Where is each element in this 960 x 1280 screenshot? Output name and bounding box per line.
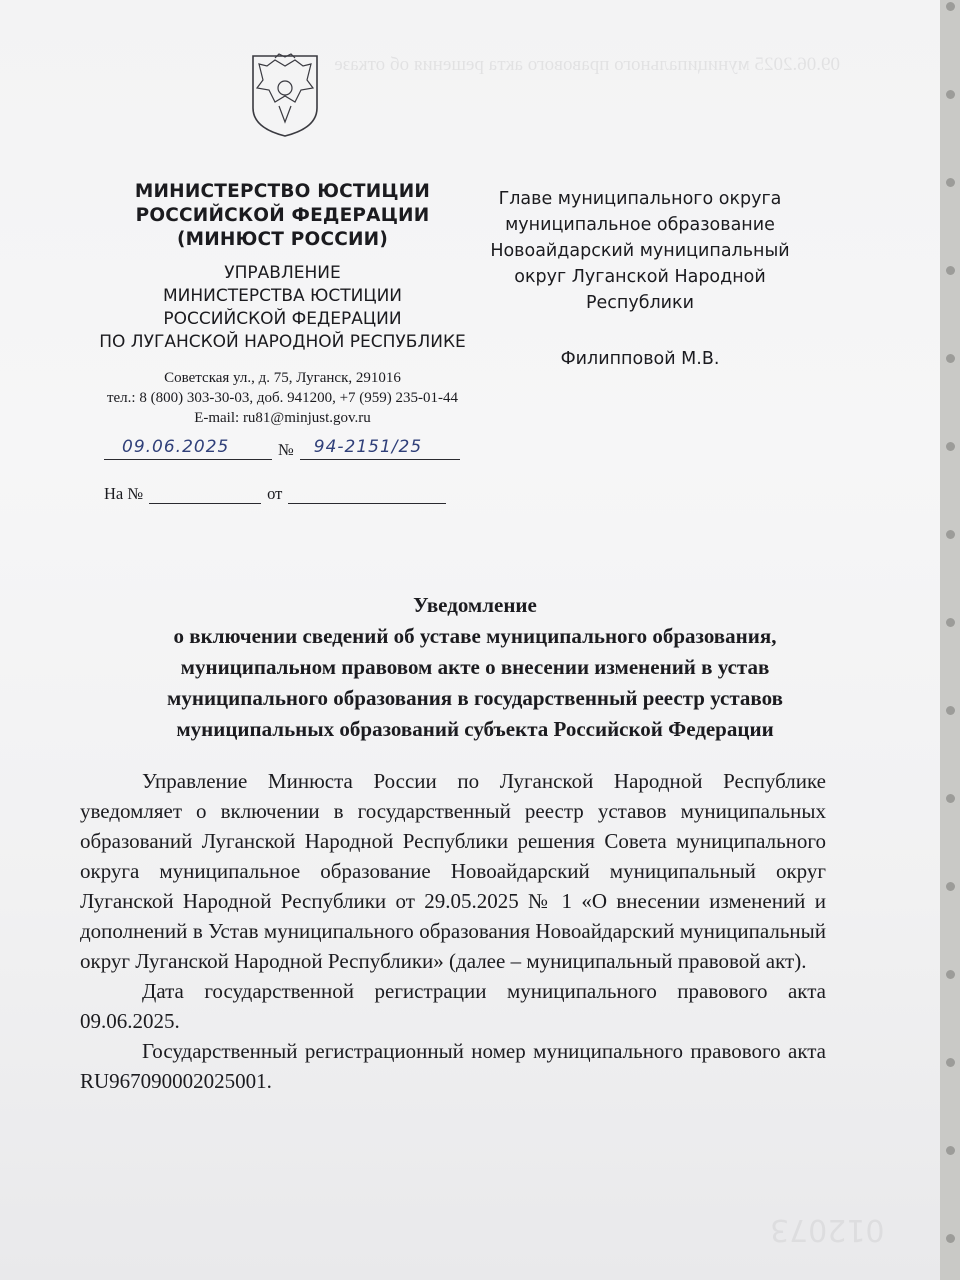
outgoing-date-number-row: 09.06.2025 № 94-2151/25 xyxy=(104,430,464,460)
contact-info xyxy=(80,368,485,428)
coat-of-arms-emblem xyxy=(245,50,325,140)
reference-row: На № от xyxy=(104,474,464,504)
document-title: Уведомление о включении сведений об уставе муниципального образования, муниципальном правовом акте о внесении изменений в устав муниципального образования в государственный реестр уставов муниципальных образований субъекта Российской Федерации xyxy=(80,590,870,745)
email: E-mail: ru81@minjust.gov.ru xyxy=(194,410,371,426)
body-paragraph: Управление Минюста России по Луганской Народной Республике уведомляет о включении в государственный реестр уставов муниципальных образований Луганской Народной Республики решения Совета муниципального округа муниципальное образование Новоайдарский муниципальный округ Луганской Народной Республики от 29.05.2025 № 1 «О внесении изменений и дополнений в Устав муниципального образования Новоайдарский муниципальный округ Луганской Народной Республики» (далее – муниципальный правовой акт). xyxy=(80,769,826,973)
show-through-stamp-number: 012073 xyxy=(770,1212,885,1247)
department-name: УПРАВЛЕНИЕ МИНИСТЕРСТВА ЮСТИЦИИ РОССИЙСКОЙ ФЕДЕРАЦИИ ПО ЛУГАНСКОЙ НАРОДНОЙ РЕСПУБЛИКЕ xyxy=(99,263,466,352)
body-paragraph: Дата государственной регистрации муниципального правового акта 09.06.2025. xyxy=(80,979,826,1033)
address: Советская ул., д. 75, Луганск, 291016 xyxy=(164,370,401,386)
show-through-text: 09.06.2025 муниципального правового акта решения об отказе xyxy=(334,54,840,75)
sender-header xyxy=(80,180,485,428)
title-heading: Уведомление xyxy=(413,593,537,617)
phone: тел.: 8 (800) 303-30-03, доб. 941200, +7 (959) 235-01-44 xyxy=(106,390,459,406)
perforated-edge xyxy=(940,0,960,1280)
handwritten-date: 09.06.2025 xyxy=(122,437,230,457)
ministry-name: МИНИСТЕРСТВО ЮСТИЦИИ РОССИЙСКОЙ ФЕДЕРАЦИИ (МИНЮСТ РОССИИ) xyxy=(134,181,431,250)
body-paragraph: Государственный регистрационный номер муниципального правового акта RU967090002025001. xyxy=(80,1039,826,1093)
outgoing-registration xyxy=(104,430,464,504)
recipient-name: Филипповой М.В. xyxy=(560,349,720,369)
handwritten-number: 94-2151/25 xyxy=(313,437,423,457)
recipient-block: Главе муниципального округа муниципальное образование Новоайдарский муниципальный округ Луганской Народной Республики Филипповой М.В. xyxy=(470,186,810,372)
document-body xyxy=(80,766,826,1096)
